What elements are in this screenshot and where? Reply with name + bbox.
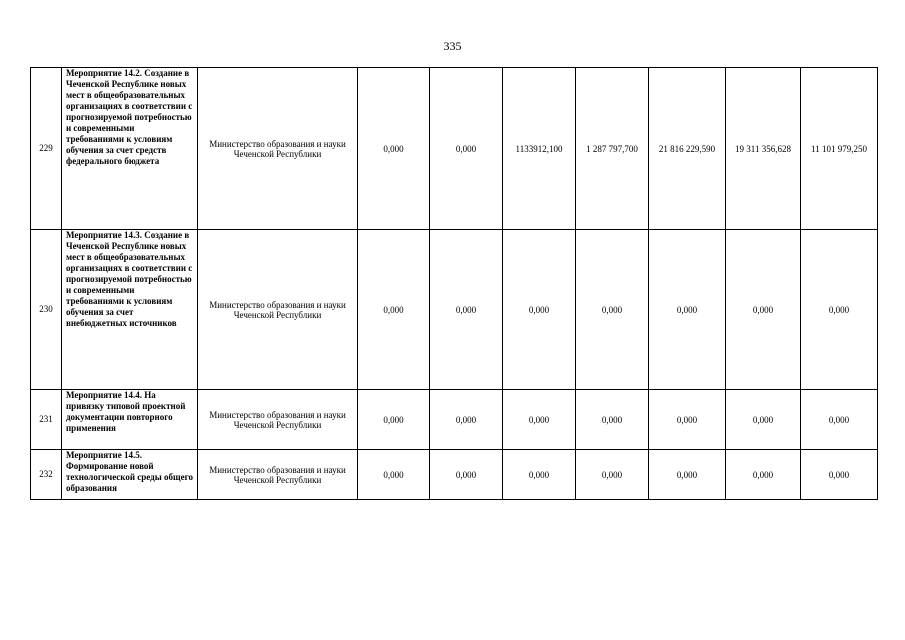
value-cell: 0,000 xyxy=(430,68,503,230)
value-cell: 0,000 xyxy=(801,450,878,500)
value-cell: 0,000 xyxy=(576,450,649,500)
value-cell: 0,000 xyxy=(358,450,430,500)
value-cell: 0,000 xyxy=(801,230,878,390)
executor: Министерство образования и науки Чеченской Республики xyxy=(198,68,358,230)
value-cell: 0,000 xyxy=(726,450,801,500)
value-cell: 0,000 xyxy=(576,390,649,450)
value-cell: 0,000 xyxy=(649,390,726,450)
value-cell: 0,000 xyxy=(503,230,576,390)
measure-name: Мероприятие 14.4. На привязку типовой проектной документации повторного применения xyxy=(62,390,198,450)
measure-name: Мероприятие 14.3. Создание в Чеченской Республике новых мест в общеобразовательных организациях в соответствии с прогнозируемой потребностью и современными требованиями к условиям обучения за счет внебюджетных источников xyxy=(62,230,198,390)
value-cell: 0,000 xyxy=(430,390,503,450)
value-cell: 0,000 xyxy=(358,68,430,230)
table-row xyxy=(31,450,878,500)
page-number: 335 xyxy=(443,39,462,53)
value-cell: 0,000 xyxy=(358,230,430,390)
value-cell: 0,000 xyxy=(503,450,576,500)
table-row xyxy=(31,390,878,450)
measure-name: Мероприятие 14.2. Создание в Чеченской Республике новых мест в общеобразовательных организациях в соответствии с прогнозируемой потребностью и современными требованиями к условиям обучения за счет средств федерального бюджета xyxy=(62,68,198,230)
executor: Министерство образования и науки Чеченской Республики xyxy=(198,450,358,500)
value-cell: 11 101 979,250 xyxy=(801,68,878,230)
row-number: 229 xyxy=(31,68,62,230)
value-cell: 0,000 xyxy=(503,390,576,450)
value-cell: 1 287 797,700 xyxy=(576,68,649,230)
executor: Министерство образования и науки Чеченской Республики xyxy=(198,230,358,390)
value-cell: 19 311 356,628 xyxy=(726,68,801,230)
program-table xyxy=(30,67,878,500)
value-cell: 0,000 xyxy=(576,230,649,390)
measure-name: Мероприятие 14.5. Формирование новой технологической среды общего образования xyxy=(62,450,198,500)
value-cell: 0,000 xyxy=(801,390,878,450)
row-number: 230 xyxy=(31,230,62,390)
executor: Министерство образования и науки Чеченской Республики xyxy=(198,390,358,450)
table-row xyxy=(31,68,878,230)
value-cell: 21 816 229,590 xyxy=(649,68,726,230)
value-cell: 0,000 xyxy=(358,390,430,450)
value-cell: 0,000 xyxy=(430,450,503,500)
value-cell: 0,000 xyxy=(649,450,726,500)
value-cell: 0,000 xyxy=(726,230,801,390)
table-row xyxy=(31,230,878,390)
row-number: 232 xyxy=(31,450,62,500)
row-number: 231 xyxy=(31,390,62,450)
value-cell: 0,000 xyxy=(649,230,726,390)
value-cell: 0,000 xyxy=(430,230,503,390)
value-cell: 0,000 xyxy=(726,390,801,450)
value-cell: 1133912,100 xyxy=(503,68,576,230)
